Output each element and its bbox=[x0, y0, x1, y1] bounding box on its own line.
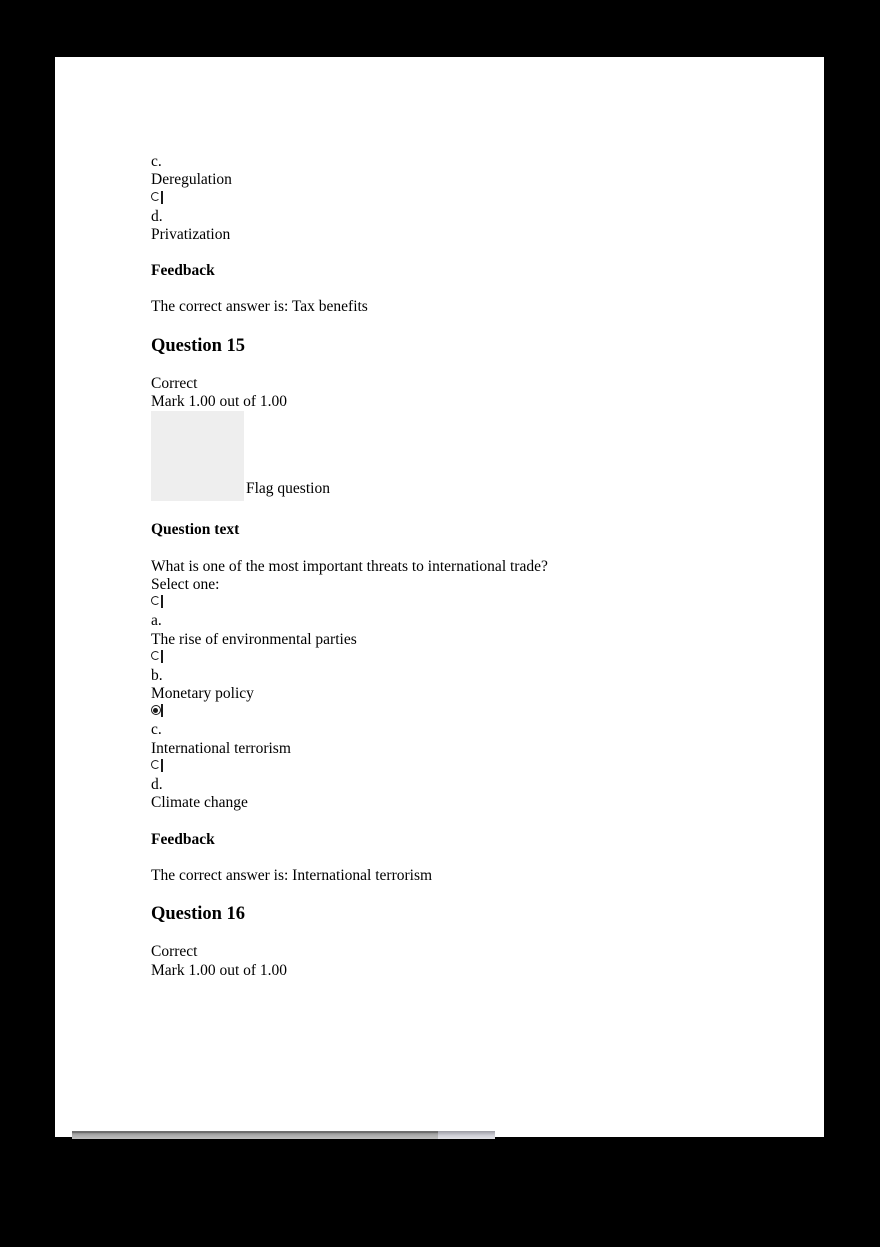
broken-image-placeholder-icon bbox=[151, 411, 244, 501]
option-text-b: Monetary policy bbox=[151, 685, 254, 703]
radio-unselected-icon bbox=[151, 650, 167, 664]
radio-selected-icon bbox=[151, 704, 167, 718]
option-text-a: The rise of environmental parties bbox=[151, 630, 357, 648]
radio-unselected-icon bbox=[151, 191, 167, 205]
option-text-c-prev: Deregulation bbox=[151, 171, 232, 189]
spacer bbox=[151, 813, 771, 831]
spacer bbox=[151, 503, 771, 521]
radio-option-a[interactable] bbox=[151, 594, 771, 612]
radio-unselected-icon bbox=[151, 595, 167, 609]
question-15-heading: Question 15 bbox=[151, 335, 246, 356]
spacer bbox=[151, 317, 771, 336]
option-letter-c-prev: c. bbox=[151, 153, 162, 170]
quiz-review-content bbox=[151, 153, 771, 980]
feedback-text-q15: The correct answer is: International terrorism bbox=[151, 866, 433, 884]
feedback-heading-q15: Feedback bbox=[151, 830, 215, 848]
option-text-d: Climate change bbox=[151, 794, 248, 812]
spacer bbox=[151, 925, 771, 943]
feedback-text-prev: The correct answer is: Tax benefits bbox=[151, 298, 368, 316]
feedback-heading-prev: Feedback bbox=[151, 262, 215, 280]
question-16-heading: Question 16 bbox=[151, 904, 246, 925]
spacer bbox=[151, 540, 771, 558]
option-letter-c: c. bbox=[151, 721, 162, 739]
question-15-prompt: What is one of the most important threats to international trade? bbox=[151, 557, 548, 575]
option-letter-a: a. bbox=[151, 612, 162, 630]
flag-question-label[interactable]: Flag question bbox=[246, 480, 330, 498]
option-letter-d-prev: d. bbox=[151, 207, 163, 225]
horizontal-scrollbar[interactable] bbox=[72, 1131, 495, 1140]
radio-unselected-icon bbox=[151, 759, 167, 773]
question-15-mark: Mark 1.00 out of 1.00 bbox=[151, 393, 288, 411]
radio-option-b[interactable] bbox=[151, 649, 771, 667]
radio-option-c[interactable] bbox=[151, 703, 771, 721]
scrollbar-track[interactable] bbox=[72, 1133, 495, 1139]
radio-option-d-prev[interactable] bbox=[151, 190, 771, 208]
option-letter-b: b. bbox=[151, 666, 163, 684]
spacer bbox=[151, 280, 771, 298]
radio-option-d[interactable] bbox=[151, 758, 771, 776]
spacer bbox=[151, 885, 771, 904]
option-text-c: International terrorism bbox=[151, 739, 291, 757]
option-letter-d: d. bbox=[151, 776, 163, 794]
option-text-d-prev: Privatization bbox=[151, 225, 231, 243]
spacer bbox=[151, 244, 771, 262]
question-text-heading: Question text bbox=[151, 521, 240, 539]
scrollbar-thumb[interactable] bbox=[438, 1131, 495, 1139]
spacer bbox=[151, 849, 771, 867]
spacer bbox=[151, 357, 771, 375]
printed-page-sheet bbox=[55, 57, 824, 1137]
question-16-status: Correct bbox=[151, 943, 198, 961]
question-15-select-instruction: Select one: bbox=[151, 575, 220, 593]
question-16-mark: Mark 1.00 out of 1.00 bbox=[151, 961, 288, 979]
flag-question-block[interactable] bbox=[151, 411, 771, 503]
question-15-status: Correct bbox=[151, 374, 198, 392]
